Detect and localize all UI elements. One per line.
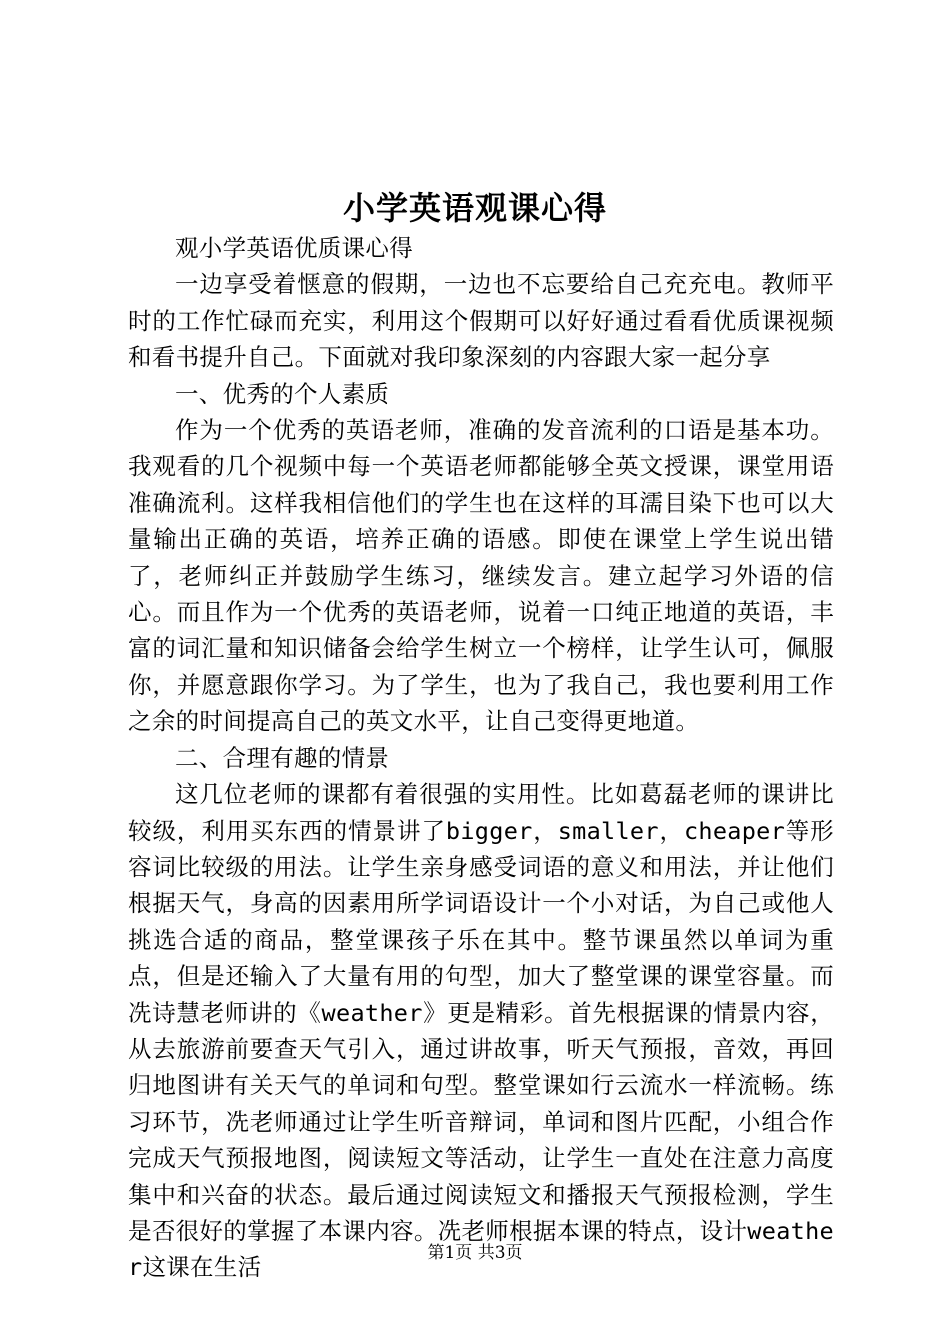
paragraph-subtitle: 观小学英语优质课心得 (175, 234, 413, 262)
paragraph-section-2: 这几位老师的课都有着很强的实用性。比如葛磊老师的课讲比较级，利用买东西的情景讲了bigger，smaller，cheaper等形容词比较级的用法。让学生亲身感受词语的意义和用法，并让他们根据天气，身高的因素用所学词语设计一个小对话，为自己或他人挑选合适的商品，整堂课孩子乐在其中。整节课虽然以单词为重点，但是还输入了大量有用的句型，加大了整堂课的课堂容量。而冼诗慧老师讲的《weather》更是精彩。首先根据课的情景内容，从去旅游前要查天气引入，通过讲故事，听天气预报，音效，再回归地图讲有关天气的单词和句型。整堂课如行云流水一样流畅。练习环节，冼老师通过让学生听音辩词，单词和图片匹配，小组合作完成天气预报地图，阅读短文等活动，让学生一直处在注意力高度集中和兴奋的状态。最后通过阅读短文和播报天气预报检测，学生是否很好的掌握了本课内容。冼老师根据本课的特点，设计weather这课在生活 (128, 780, 834, 1282)
document-body (128, 230, 834, 1286)
section-heading-1: 一、优秀的个人素质 (175, 379, 390, 408)
document-title: 小学英语观课心得 (342, 189, 607, 227)
section-heading-2: 二、合理有趣的情景 (175, 743, 390, 772)
paragraph-section-1: 作为一个优秀的英语老师，准确的发音流利的口语是基本功。我观看的几个视频中每一个英语老师都能够全英文授课，课堂用语准确流利。这样我相信他们的学生也在这样的耳濡目染下也可以大量输出正确的英语，培养正确的语感。即使在课堂上学生说出错了，老师纠正并鼓励学生练习，继续发言。建立起学习外语的信心。而且作为一个优秀的英语老师，说着一口纯正地道的英语，丰富的词汇量和知识储备会给学生树立一个榜样，让学生认可，佩服你，并愿意跟你学习。为了学生，也为了我自己，我也要利用工作之余的时间提高自己的英文水平，让自己变得更地道。 (128, 416, 834, 736)
page-footer: 第1页 共3页 (427, 1243, 523, 1263)
paragraph-intro: 一边享受着惬意的假期，一边也不忘要给自己充充电。教师平时的工作忙碌而充实，利用这个假期可以好好通过看看优质课视频和看书提升自己。下面就对我印象深刻的内容跟大家一起分享 (128, 270, 834, 372)
